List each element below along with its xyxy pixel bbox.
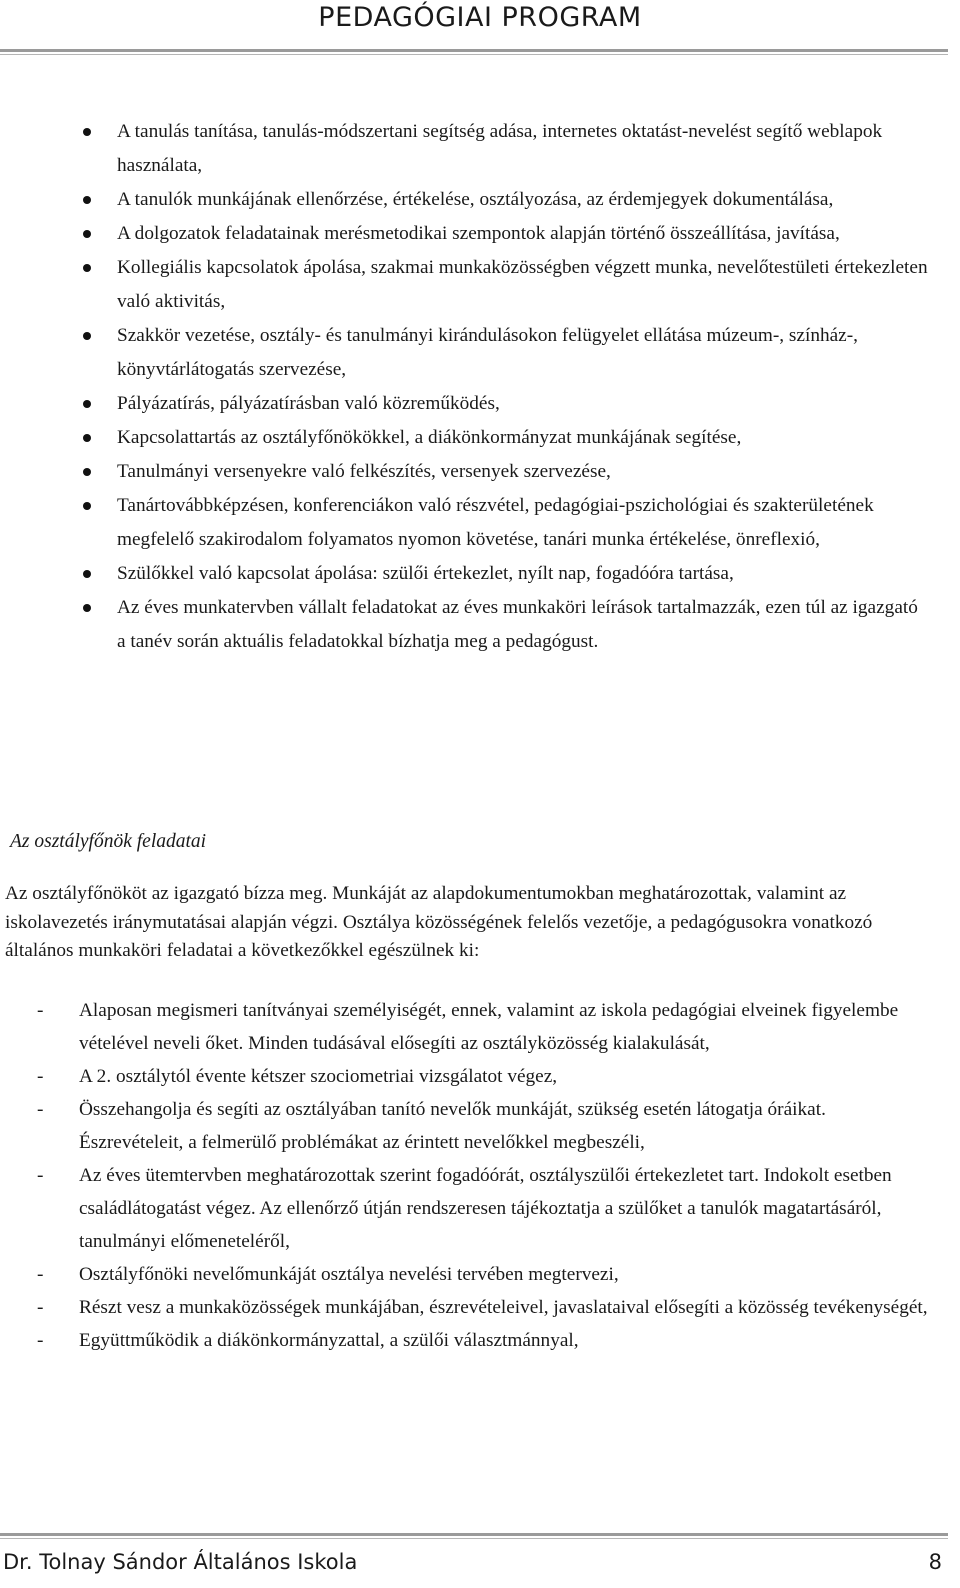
bullet-icon	[83, 468, 91, 476]
list-item	[0, 1159, 940, 1258]
list-item-text: Pályázatírás, pályázatírásban való közreműködés,	[117, 393, 500, 414]
footer-school-name: Dr. Tolnay Sándor Általános Iskola	[3, 1550, 358, 1574]
list-item-text: Kapcsolattartás az osztályfőnökökkel, a diákönkormányzat munkájának segítése,	[117, 427, 742, 448]
list-item	[0, 251, 940, 319]
duty-dash-list	[0, 994, 940, 1357]
header-divider-thin	[0, 54, 948, 55]
list-item-text: Az éves munkatervben vállalt feladatokat az éves munkaköri leírások tartalmazzák, ezen túl az igazgató a tanév során aktuális feladatokkal bízhatja meg a pedagógust.	[117, 597, 918, 652]
bullet-icon	[83, 332, 91, 340]
list-item	[0, 1324, 940, 1357]
bullet-icon	[83, 128, 91, 136]
list-item	[0, 489, 940, 557]
list-item-text: Osztályfőnöki nevelőmunkáját osztálya nevelési tervében megtervezi,	[79, 1264, 619, 1285]
list-item	[0, 115, 940, 183]
list-item-text: Tanártovábbképzésen, konferenciákon való részvétel, pedagógiai-pszichológiai és szakterületének megfelelő szakirodalom folyamatos nyomon követése, tanári munka értékelése, önreflexió,	[117, 495, 874, 550]
dash-marker: -	[37, 1264, 44, 1285]
bullet-icon	[83, 570, 91, 578]
list-item	[0, 1258, 940, 1291]
bullet-icon	[83, 196, 91, 204]
list-item-text: Részt vesz a munkaközösségek munkájában, észrevételeivel, javaslataival elősegíti a közösség tevékenységét,	[79, 1297, 928, 1318]
list-item	[0, 421, 940, 455]
dash-marker: -	[37, 1000, 44, 1021]
bullet-icon	[83, 434, 91, 442]
list-item	[0, 455, 940, 489]
dash-marker: -	[37, 1330, 44, 1351]
list-item	[0, 1093, 940, 1159]
bullet-icon	[83, 400, 91, 408]
list-item	[0, 183, 940, 217]
dash-marker: -	[37, 1297, 44, 1318]
dash-marker: -	[37, 1099, 44, 1120]
list-item	[0, 591, 940, 659]
list-item	[0, 319, 940, 387]
list-item-text: Együttműködik a diákönkormányzattal, a szülői választmánnyal,	[79, 1330, 579, 1351]
bullet-icon	[83, 230, 91, 238]
bullet-icon	[83, 502, 91, 510]
dash-marker: -	[37, 1066, 44, 1087]
list-item-text: Összehangolja és segíti az osztályában tanító nevelők munkáját, szükség esetén látogatja óráikat. Észrevételeit, a felmerülő problémákat az érintett nevelőkkel megbeszéli,	[79, 1099, 826, 1153]
list-item	[0, 1060, 940, 1093]
list-item-text: Szakkör vezetése, osztály- és tanulmányi kirándulásokon felügyelet ellátása múzeum-, színház-, könyvtárlátogatás szervezése,	[117, 325, 858, 380]
footer-divider	[0, 1533, 948, 1536]
list-item	[0, 557, 940, 591]
list-item	[0, 387, 940, 421]
list-item-text: Alaposan megismeri tanítványai személyiségét, ennek, valamint az iskola pedagógiai elveinek figyelembe vételével neveli őket. Minden tudásával elősegíti az osztályközösség kialakulását,	[79, 1000, 899, 1054]
list-item-text: Kollegiális kapcsolatok ápolása, szakmai munkaközösségben végzett munka, nevelőtestületi értekezleten való aktivitás,	[117, 257, 928, 312]
page-number: 8	[928, 1550, 942, 1574]
bullet-icon	[83, 264, 91, 272]
list-item-text: Tanulmányi versenyekre való felkészítés, versenyek szervezése,	[117, 461, 611, 482]
section-intro-paragraph: Az osztályfőnököt az igazgató bízza meg. Munkáját az alapdokumentumokban meghatározottak, valamint az iskolavezetés iránymutatásai alapján végzi. Osztálya közösségének felelős vezetője, a pedagógusokra vonatkozó általános munkaköri feladatai a következőkkel egészülnek ki:	[5, 883, 873, 961]
list-item	[0, 994, 940, 1060]
list-item-text: A tanulók munkájának ellenőrzése, értékelése, osztályozása, az érdemjegyek dokumentálása,	[117, 189, 834, 210]
list-item	[0, 217, 940, 251]
list-item-text: A dolgozatok feladatainak merésmetodikai szempontok alapján történő összeállítása, javítása,	[117, 223, 840, 244]
footer-divider-thin	[0, 1538, 948, 1539]
task-bullet-list	[0, 115, 940, 659]
list-item-text: A tanulás tanítása, tanulás-módszertani segítség adása, internetes oktatást-nevelést segítő weblapok használata,	[117, 121, 883, 176]
dash-marker: -	[37, 1165, 44, 1186]
list-item	[0, 1291, 940, 1324]
section-heading: Az osztályfőnök feladatai	[10, 831, 207, 852]
page-header-title: PEDAGÓGIAI PROGRAM	[318, 2, 642, 33]
list-item-text: A 2. osztálytól évente kétszer szociometriai vizsgálatot végez,	[79, 1066, 558, 1087]
list-item-text: Az éves ütemtervben meghatározottak szerint fogadóórát, osztályszülői értekezletet tart. Indokolt esetben családlátogatást végez. Az ellenőrző útján rendszeresen tájékoztatja a szülőket a tanulók magatartásáról, tanulmányi előmeneteléről,	[79, 1165, 892, 1252]
list-item-text: Szülőkkel való kapcsolat ápolása: szülői értekezlet, nyílt nap, fogadóóra tartása,	[117, 563, 734, 584]
bullet-icon	[83, 604, 91, 612]
header-divider	[0, 49, 948, 52]
